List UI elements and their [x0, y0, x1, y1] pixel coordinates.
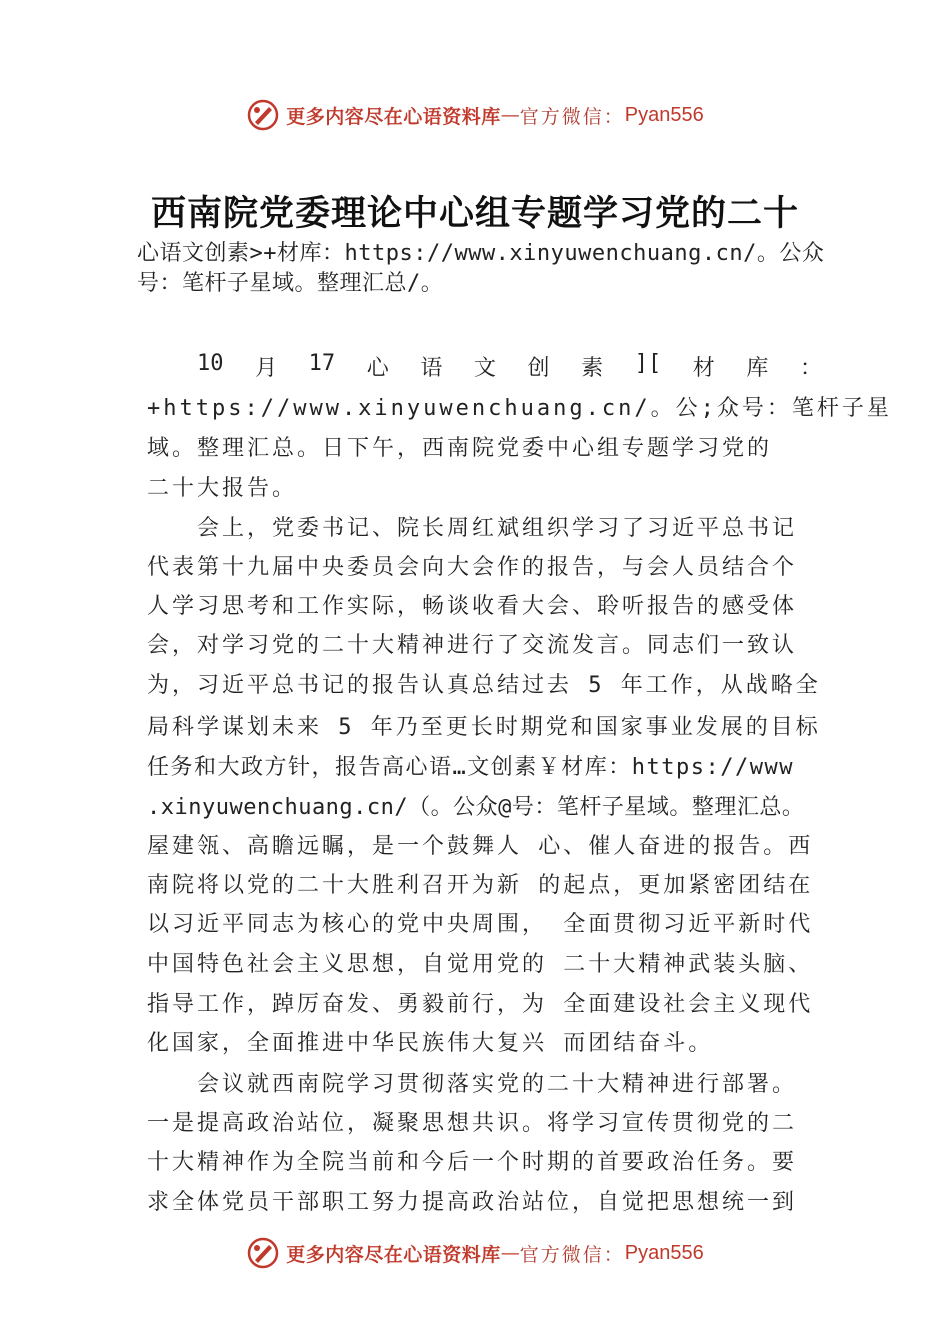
banner-dash: —	[500, 1242, 520, 1264]
banner-wechat-label: 官方微信：	[519, 105, 625, 128]
brand-logo-icon	[246, 98, 280, 132]
body-line: +https://www.xinyuwenchuang.cn/。公;众号：笔杆子星	[147, 396, 892, 421]
header-banner	[0, 95, 950, 135]
token: 创	[527, 356, 550, 381]
body-line: 十大精神作为全院当前和今后一个时期的首要政治任务。要	[147, 1150, 798, 1175]
subtitle-line-1: 心语文创素>+材库：https://www.xinyuwenchuang.cn/。公众	[137, 241, 825, 266]
body-line: 人学习思考和工作实际，畅谈收看大会、聆听报告的感受体	[147, 594, 798, 619]
body-line: 中国特色社会主义思想，自觉用党的 二十大精神武装头脑、	[147, 952, 814, 977]
body-line: 南院将以党的二十大胜利召开为新 的起点，更加紧密团结在	[147, 873, 814, 898]
token: 材	[692, 356, 715, 381]
banner-site-name: 更多内容尽在心语资料库	[286, 105, 501, 128]
token: ][	[634, 351, 662, 376]
brand-logo-icon	[246, 1236, 280, 1270]
body-line: 指导工作，踔厉奋发、勇毅前行，为 全面建设社会主义现代	[147, 992, 814, 1017]
body-line: 代表第十九届中央委员会向大会作的报告，与会人员结合个	[147, 555, 798, 580]
footer-banner	[0, 1233, 950, 1273]
banner-site-name: 更多内容尽在心语资料库	[286, 1243, 501, 1266]
body-line-first	[197, 351, 822, 382]
token: 17	[308, 351, 336, 376]
body-line: 化国家，全面推进中华民族伟大复兴 而团结奋斗。	[147, 1031, 714, 1056]
body-line: 会，对学习党的二十大精神进行了交流发言。同志们一致认	[147, 633, 798, 658]
body-line: 一是提高政治站位，凝聚思想共识。将学习宣传贯彻党的二	[147, 1111, 798, 1136]
body-line: 二十大报告。	[147, 476, 298, 501]
banner-wechat-label: 官方微信：	[519, 1243, 625, 1266]
body-line: 屋建瓴、高瞻远瞩，是一个鼓舞人 心、催人奋进的报告。西	[147, 834, 814, 859]
body-line: 任务和大政方针，报告高心语…文创素￥材库：https://www	[147, 755, 794, 780]
token: 月	[255, 356, 278, 381]
banner-wechat-id: Pyan556	[624, 103, 704, 126]
token: 文	[473, 356, 496, 381]
token: 语	[420, 356, 443, 381]
document-title: 西南院党委理论中心组专题学习党的二十	[150, 193, 799, 234]
token: 心	[366, 356, 389, 381]
body-line: 会上，党委书记、院长周红斌组织学习了习近平总书记	[197, 516, 798, 541]
token: 库	[746, 356, 769, 381]
banner-wechat-id: Pyan556	[624, 1241, 704, 1264]
token: 素	[581, 356, 604, 381]
body-line: .xinyuwenchuang.cn/（。公众@号：笔杆子星域。整理汇总。	[147, 795, 805, 820]
body-line: 会议就西南院学习贯彻落实党的二十大精神进行部署。	[197, 1072, 798, 1097]
body-line: 域。整理汇总。日下午，西南院党委中心组专题学习党的	[147, 436, 773, 461]
banner-dash: —	[500, 104, 520, 126]
subtitle-line-2: 号：笔杆子星域。整理汇总/。	[137, 271, 444, 296]
body-line: 以习近平同志为核心的党中央周围， 全面贯彻习近平新时代	[147, 912, 814, 937]
body-line: 为，习近平总书记的报告认真总结过去 5 年工作，从战略全	[147, 673, 821, 698]
token: ：	[799, 356, 822, 381]
body-line: 局科学谋划未来 5 年乃至更长时期党和国家事业发展的目标	[147, 715, 821, 740]
token: 10	[197, 351, 224, 376]
body-line: 求全体党员干部职工努力提高政治站位，自觉把思想统一到	[147, 1190, 798, 1215]
